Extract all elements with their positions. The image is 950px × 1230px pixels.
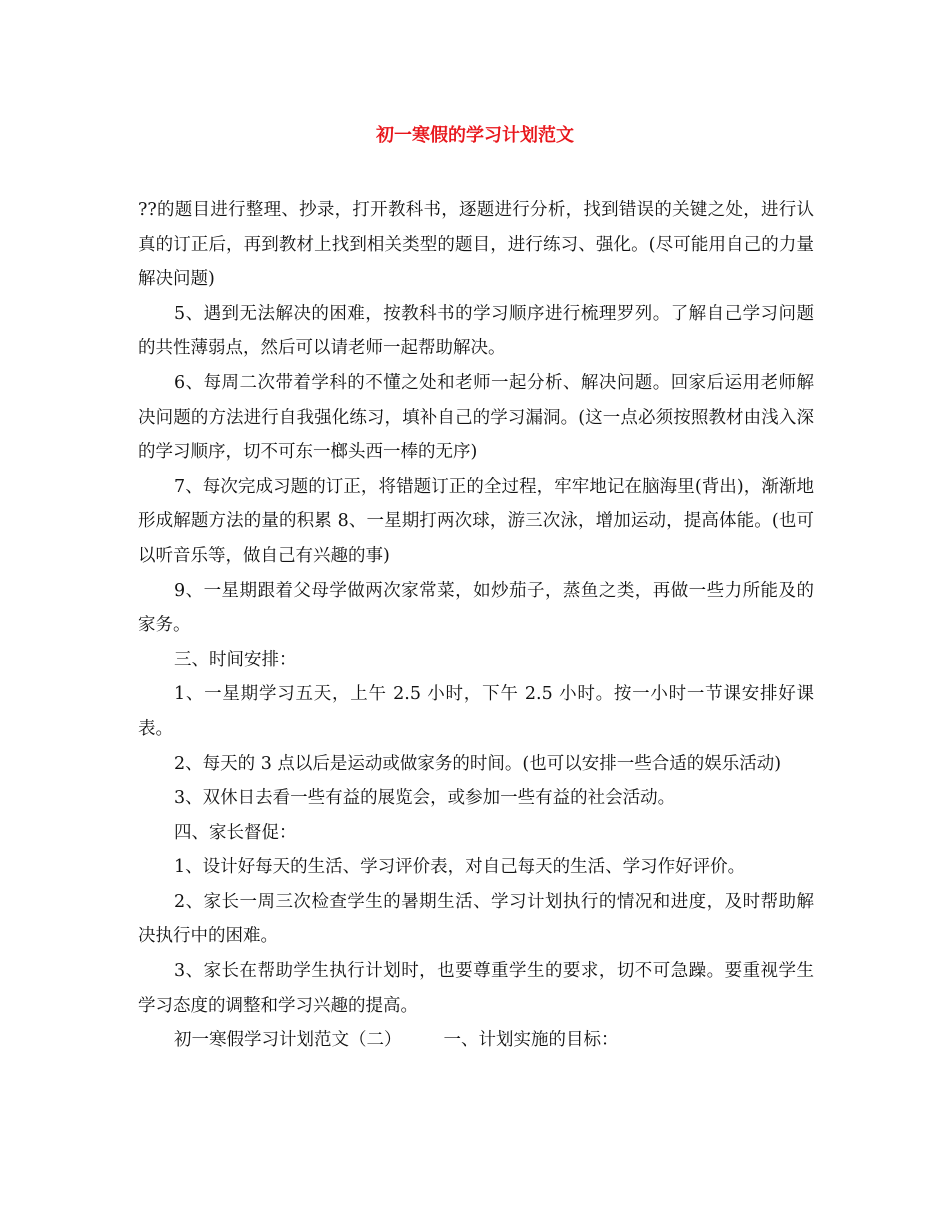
paragraph: 3、家长在帮助学生执行计划时，也要尊重学生的要求，切不可急躁。要重视学生学习态度的调整和学习兴趣的提高。 — [138, 961, 814, 1016]
paragraph: 1、设计好每天的生活、学习评价表，对自己每天的生活、学习作好评价。 — [174, 857, 746, 878]
next-section-title: 初一寒假学习计划范文（二） — [174, 1030, 402, 1051]
paragraph: 2、每天的 3 点以后是运动或做家务的时间。(也可以安排一些合适的娱乐活动) — [174, 753, 782, 774]
paragraph: 3、双休日去看一些有益的展览会，或参加一些有益的社会活动。 — [174, 788, 676, 809]
paragraph: 1、一星期学习五天，上午 2.5 小时，下午 2.5 小时。按一小时一节课安排好课表。 — [138, 684, 814, 739]
paragraph: ??的题目进行整理、抄录，打开教科书，逐题进行分析，找到错误的关键之处，进行认真的订正后，再到教材上找到相关类型的题目，进行练习、强化。(尽可能用自己的力量解决问题) — [138, 200, 814, 290]
next-section-heading: 一、计划实施的目标： — [443, 1030, 619, 1051]
paragraph: 2、家长一周三次检查学生的暑期生活、学习计划执行的情况和进度，及时帮助解决执行中的困难。 — [138, 891, 814, 947]
document-body — [138, 193, 814, 1058]
last-line — [138, 1023, 814, 1058]
paragraph: 9、一星期跟着父母学做两次家常菜，如炒茄子，蒸鱼之类，再做一些力所能及的家务。 — [138, 580, 814, 636]
document-title: 初一寒假的学习计划范文 — [376, 125, 574, 146]
section-heading: 四、家长督促： — [174, 822, 297, 843]
paragraph: 7、每次完成习题的订正，将错题订正的全过程，牢牢地记在脑海里(背出)，渐渐地形成解题方法的量的积累 8、一星期打两次球，游三次泳，增加运动，提高体能。(也可以听音乐等，做自己有兴趣的事) — [138, 476, 814, 566]
section-heading: 三、时间安排： — [174, 649, 297, 670]
paragraph: 5、遇到无法解决的困难，按教科书的学习顺序进行梳理罗列。了解自己学习问题的共性薄弱点，然后可以请老师一起帮助解决。 — [138, 303, 814, 359]
paragraph: 6、每周二次带着学科的不懂之处和老师一起分析、解决问题。回家后运用老师解决问题的方法进行自我强化练习，填补自己的学习漏洞。(这一点必须按照教材由浅入深的学习顺序，切不可东一榔头西一棒的无序) — [138, 372, 814, 463]
